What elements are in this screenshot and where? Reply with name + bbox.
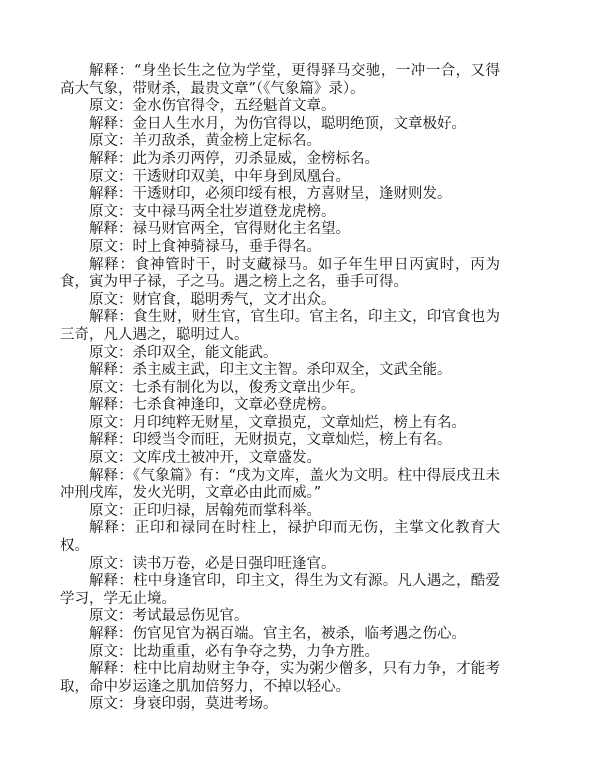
document-body <box>60 63 500 714</box>
paragraph-original: 原文：身衰印弱，莫进考场。 <box>89 696 278 713</box>
paragraph-original: 原文：金水伤官得令，五经魁首文章。 <box>89 98 336 115</box>
paragraph-original: 原文：读书万卷，必是日强印旺逢官。 <box>89 555 336 572</box>
paragraph-explanation: 解释：柱中身逢官印，印主文，得生为文有源。凡人遇之，酷爱学习，学无止境。 <box>60 573 500 607</box>
paragraph-original: 原文：七杀有制化为以，俊秀文章出少年。 <box>89 379 365 396</box>
paragraph-explanation: 解释：金日人生水月，为伤官得以，聪明绝顶，文章极好。 <box>89 115 466 132</box>
paragraph-original: 原文：支中禄马两全壮岁道登龙虎榜。 <box>89 203 336 220</box>
paragraph-original: 原文：文库戌土被冲开，文章盛发。 <box>89 450 321 467</box>
paragraph-original: 原文：时上食神骑禄马，垂手得名。 <box>89 238 321 255</box>
paragraph-explanation: 解释：正印和禄同在时柱上，禄护印而无伤，主掌文化教育大权。 <box>60 520 500 555</box>
paragraph-original: 原文：财官食，聪明秀气，文才出众。 <box>89 291 336 308</box>
paragraph-explanation: 解释：印绶当令而旺，无财损克，文章灿烂，榜上有名。 <box>89 432 452 449</box>
paragraph-explanation: 解释：杀主威主武，印主文主智。杀印双全，文武全能。 <box>89 362 452 379</box>
paragraph-explanation: 解释：禄马财官两全，官得财化主名望。 <box>89 221 350 238</box>
paragraph-original: 原文：比劫重重，必有争夺之势，力争方胜。 <box>89 643 379 660</box>
paragraph-explanation: 解释：《气象篇》有：“戌为文库，盖火为文明。柱中得辰戌丑未冲刑戌库，发火光明，文章必由此而威。” <box>60 467 500 502</box>
paragraph-explanation: 解释：“身坐长生之位为学堂，更得驿马交驰，一冲一合，又得高大气象，带财杀，最贵文章”（《气象篇》录）。 <box>60 63 500 97</box>
paragraph-explanation: 解释：此为杀刃两停，刃杀显威，金榜标名。 <box>89 150 379 167</box>
paragraph-original: 原文：羊刃敌杀，黄金榜上定标名。 <box>89 133 321 150</box>
paragraph-original: 原文：正印归禄，居翰苑而掌科举。 <box>89 502 321 519</box>
paragraph-explanation: 解释：伤官见官为祸百端。官主名，被杀，临考遇之伤心。 <box>89 626 466 642</box>
paragraph-explanation: 解释：柱中比肩劫财主争夺，实为粥少僧多，只有力争，才能考取，命中岁运逢之肌加倍努力，不掉以轻心。 <box>60 661 500 695</box>
paragraph-explanation: 解释：七杀食神逢印，文章必登虎榜。 <box>89 397 336 414</box>
paragraph-explanation: 解释：干透财印，必须印绥有根，方喜财呈，逢财则发。 <box>89 186 452 203</box>
paragraph-original: 原文：考试最忌伤见官。 <box>89 608 249 625</box>
paragraph-original: 原文：月印纯粹无财星，文章损克，文章灿烂，榜上有名。 <box>89 414 466 431</box>
paragraph-original: 原文：干透财印双美，中年身到凤凰台。 <box>89 168 350 185</box>
paragraph-original: 原文：杀印双全，能文能武。 <box>89 344 278 361</box>
paragraph-explanation: 解释：食生财，财生官，官生印。官主名，印主文，印官食也为三奇，凡人遇之，聪明过人。 <box>60 309 500 343</box>
paragraph-explanation: 解释：食神管时干，时支藏禄马。如子年生甲日丙寅时，丙为食，寅为甲子禄，子之马。遇之榜上之名，垂手可得。 <box>60 256 500 291</box>
